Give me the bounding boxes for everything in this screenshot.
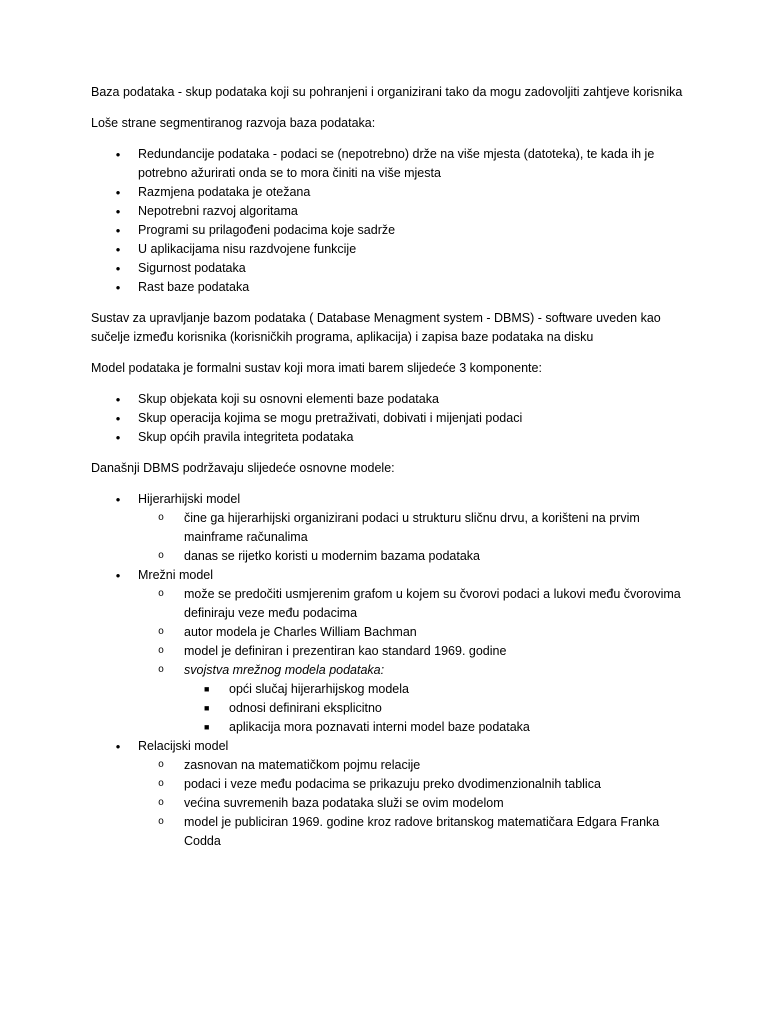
model-hierarchical (91, 490, 691, 566)
list-item-text: Skup objekata koji su osnovni elementi baze podataka (138, 392, 439, 406)
dbms-term: Sustav za upravljanje bazom podataka ( Database Menagment system - DBMS) (91, 311, 535, 325)
intro-text: - skup podataka koji su pohranjeni i organizirani tako da mogu zadovoljiti zahtjeve korisnika (174, 85, 683, 99)
list-item-text: Skup operacija kojima se mogu pretraživati, dobivati i mijenjati podaci (138, 411, 523, 425)
models-list (91, 490, 691, 851)
dbms-paragraph (91, 309, 691, 347)
list-item (91, 390, 691, 409)
model-title: Mrežni model (138, 568, 214, 582)
model-title: Relacijski model (138, 739, 229, 753)
sub-item-text: svojstva mrežnog modela podataka: (184, 663, 385, 677)
sub-sub-list (184, 680, 691, 737)
list-item-text: Skup općih pravila integriteta podataka (138, 430, 354, 444)
list-item (91, 409, 691, 428)
circle-bullet-icon: o (158, 646, 165, 657)
sub-item (138, 547, 691, 566)
sub-item (138, 775, 691, 794)
circle-bullet-icon: o (158, 513, 165, 524)
bullet-icon: • (115, 185, 121, 200)
list-item (91, 278, 691, 297)
sub-item-text: autor modela je Charles William Bachman (184, 625, 417, 639)
sub-sub-item-text: odnosi definirani eksplicitno (229, 701, 382, 715)
list-item (91, 202, 691, 221)
sub-list (138, 585, 691, 737)
bullet-icon: • (115, 261, 121, 276)
intro-term: Baza podataka (91, 85, 175, 99)
list-item-text: Nepotrebni razvoj algoritama (138, 204, 298, 218)
bullet-icon: • (115, 411, 121, 426)
list-item-text: Programi su prilagođeni podacima koje sadrže (138, 223, 396, 237)
sub-item (138, 756, 691, 775)
sub-item-text: većina suvremenih baza podataka služi se ovim modelom (184, 796, 504, 810)
sub-item-text: model je definiran i prezentiran kao standard 1969. godine (184, 644, 507, 658)
model-network (91, 566, 691, 737)
sub-item (138, 661, 691, 737)
list-item (91, 240, 691, 259)
bullet-icon: • (115, 242, 121, 257)
model-title: Hijerarhijski model (138, 492, 241, 506)
segmented-list (91, 145, 691, 297)
sub-list (138, 509, 691, 566)
models-heading: Današnji DBMS podržavaju slijedeće osnovne modele: (91, 461, 395, 475)
sub-item-text: zasnovan na matematičkom pojmu relacije (184, 758, 421, 772)
circle-bullet-icon: o (158, 589, 165, 600)
circle-bullet-icon: o (158, 760, 165, 771)
circle-bullet-icon: o (158, 551, 165, 562)
circle-bullet-icon: o (158, 779, 165, 790)
sub-list (138, 756, 691, 851)
bullet-icon: • (115, 568, 121, 583)
sub-item-text: model je publiciran 1969. godine kroz radove britanskog matematičara Edgara Franka Codda (184, 815, 660, 848)
list-item (91, 221, 691, 240)
bullet-icon: • (115, 492, 121, 507)
segmented-heading: Loše strane segmentiranog razvoja baza podataka: (91, 116, 376, 130)
model-relational (91, 737, 691, 851)
sub-sub-item-text: aplikacija mora poznavati interni model baze podataka (229, 720, 530, 734)
sub-item (138, 509, 691, 547)
intro-paragraph (91, 83, 691, 102)
circle-bullet-icon: o (158, 627, 165, 638)
document-body (91, 83, 691, 863)
sub-sub-item-text: opći slučaj hijerarhijskog modela (229, 682, 409, 696)
sub-sub-item (184, 699, 691, 718)
sub-sub-item (184, 718, 691, 737)
circle-bullet-icon: o (158, 665, 165, 676)
sub-item (138, 813, 691, 851)
circle-bullet-icon: o (158, 817, 165, 828)
list-item (91, 183, 691, 202)
model-heading: Model podataka je formalni sustav koji mora imati barem slijedeće 3 komponente: (91, 361, 542, 375)
bullet-icon: • (115, 430, 121, 445)
bullet-icon: • (115, 280, 121, 295)
sub-item-text: danas se rijetko koristi u modernim bazama podataka (184, 549, 480, 563)
sub-item-text: podaci i veze među podacima se prikazuju preko dvodimenzionalnih tablica (184, 777, 601, 791)
square-bullet-icon: ■ (204, 703, 210, 713)
list-item-text: Redundancije podataka - podaci se (nepotrebno) drže na više mjesta (datoteka), te kada ih je potrebno ažurirati onda se to mora činiti na više mjesta (138, 147, 655, 180)
list-item (91, 145, 691, 183)
sub-item (138, 623, 691, 642)
list-item-text: Rast baze podataka (138, 280, 250, 294)
model-list (91, 390, 691, 447)
sub-item-text: čine ga hijerarhijski organizirani podaci u strukturu sličnu drvu, a korišteni na prvim mainframe računalima (184, 511, 640, 544)
bullet-icon: • (115, 147, 121, 162)
list-item-text: U aplikacijama nisu razdvojene funkcije (138, 242, 357, 256)
bullet-icon: • (115, 739, 121, 754)
list-item (91, 428, 691, 447)
list-item (91, 259, 691, 278)
bullet-icon: • (115, 204, 121, 219)
circle-bullet-icon: o (158, 798, 165, 809)
bullet-icon: • (115, 392, 121, 407)
list-item-text: Razmjena podataka je otežana (138, 185, 311, 199)
square-bullet-icon: ■ (204, 684, 210, 694)
sub-sub-item (184, 680, 691, 699)
list-item-text: Sigurnost podataka (138, 261, 246, 275)
dbms-text: - software uveden kao sučelje između korisnika (korisničkih programa, aplikacija) i zapisa baze podataka na disku (91, 311, 661, 344)
square-bullet-icon: ■ (204, 722, 210, 732)
sub-item (138, 642, 691, 661)
sub-item (138, 794, 691, 813)
sub-item-text: može se predočiti usmjerenim grafom u kojem su čvorovi podaci a lukovi među čvorovima definiraju veze među podacima (184, 587, 681, 620)
sub-item (138, 585, 691, 623)
bullet-icon: • (115, 223, 121, 238)
